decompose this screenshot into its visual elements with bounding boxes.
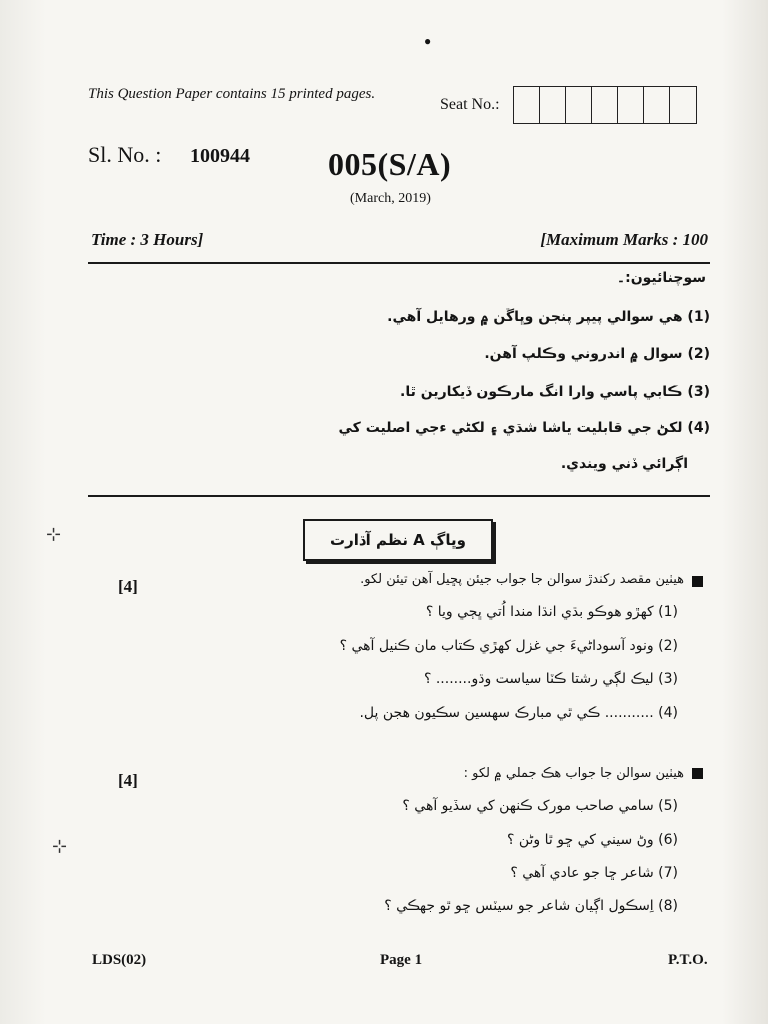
pages-note: This Question Paper contains 15 printed pages. xyxy=(88,86,376,102)
question-item: (2) ونود آسوداڻيءَ جي غزل کهڙي ڪتاب مان ڪنيل آهي ؟ xyxy=(339,638,678,654)
group2-heading: هيٺين سوالن جا جواب هڪ جملي ۾ لکو : xyxy=(463,766,684,781)
seat-box xyxy=(618,87,644,123)
seat-box xyxy=(566,87,592,123)
margin-mark: ⊹ xyxy=(46,524,62,544)
max-marks: [Maximum Marks : 100 xyxy=(540,230,708,249)
margin-mark: ⊹ xyxy=(52,836,68,856)
question-item: (8) اِسڪول اڳيان شاعر جو سيٽس ڇو ٿو جهڪي ؟ xyxy=(384,898,678,914)
divider xyxy=(88,495,710,497)
question-item: (6) وڻ سيني کي ڇو ٿا وڻن ؟ xyxy=(506,832,678,848)
seat-box xyxy=(644,87,670,123)
instructions-title: سوچنائيون:۔ xyxy=(616,270,706,286)
seat-box xyxy=(514,87,540,123)
seat-box xyxy=(540,87,566,123)
square-bullet-icon xyxy=(692,576,703,587)
instruction-item: (4) لکڻ جي قابليت ياشا شڌي ۽ لکڻي ءجي اصليت کي xyxy=(338,420,710,436)
group1-marks: [4] xyxy=(118,577,138,596)
question-item: (7) شاعر ڇا جو عادي آهي ؟ xyxy=(510,865,678,881)
footer-code: LDS(02) xyxy=(92,952,147,968)
divider xyxy=(88,262,710,264)
seat-label: Seat No.: xyxy=(440,96,500,113)
question-item: (4) ........... ڪي ٿي مبارڪ سهسين سڪيون هجن پل. xyxy=(359,705,678,721)
seat-box xyxy=(592,87,618,123)
section-title: وڀاڳ A نظم آڌارت xyxy=(330,531,466,549)
serial-label: Sl. No. : xyxy=(88,142,162,167)
group1-heading: هيٺين مقصد رکندڙ سوالن جا جواب جيئن پڇيل آهن تيئن لکو. xyxy=(360,572,684,587)
square-bullet-icon xyxy=(692,768,703,779)
instruction-item: (3) ڪابي پاسي وارا انگ مارڪون ڏيکارين ٿا. xyxy=(400,384,710,400)
seat-box xyxy=(670,87,696,123)
question-item: (1) کهڙو هوڪو بڌي انڌا مندا اُتي ڀڄي ويا ؟ xyxy=(425,604,678,620)
group2-marks: [4] xyxy=(118,771,138,790)
section-title-box xyxy=(303,519,493,561)
exam-date: (March, 2019) xyxy=(350,191,431,206)
top-mark: ● xyxy=(424,34,432,48)
paper-code: 005(S/A) xyxy=(328,146,452,182)
question-item: (3) ليڪ لڳي رشتا ڪٽا سياست وڌو........ ؟ xyxy=(423,671,678,687)
instruction-item: (1) هي سوالي پيپر پنجن وڀاڱن ۾ ورهايل آهي. xyxy=(387,309,710,325)
question-item: (5) سامي صاحب مورک ڪنهن کي سڏيو آهي ؟ xyxy=(402,798,678,814)
footer-page: Page 1 xyxy=(380,952,423,968)
serial-number: 100944 xyxy=(190,145,250,167)
seat-number-boxes xyxy=(513,86,697,124)
time-allowed: Time : 3 Hours] xyxy=(91,230,204,249)
instruction-item: (2) سوال ۾ اندروني وڪلپ آهن. xyxy=(484,346,710,362)
footer-pto: P.T.O. xyxy=(668,952,708,968)
instruction-item-continued: اڳرائي ڏني ويندي. xyxy=(560,456,688,472)
